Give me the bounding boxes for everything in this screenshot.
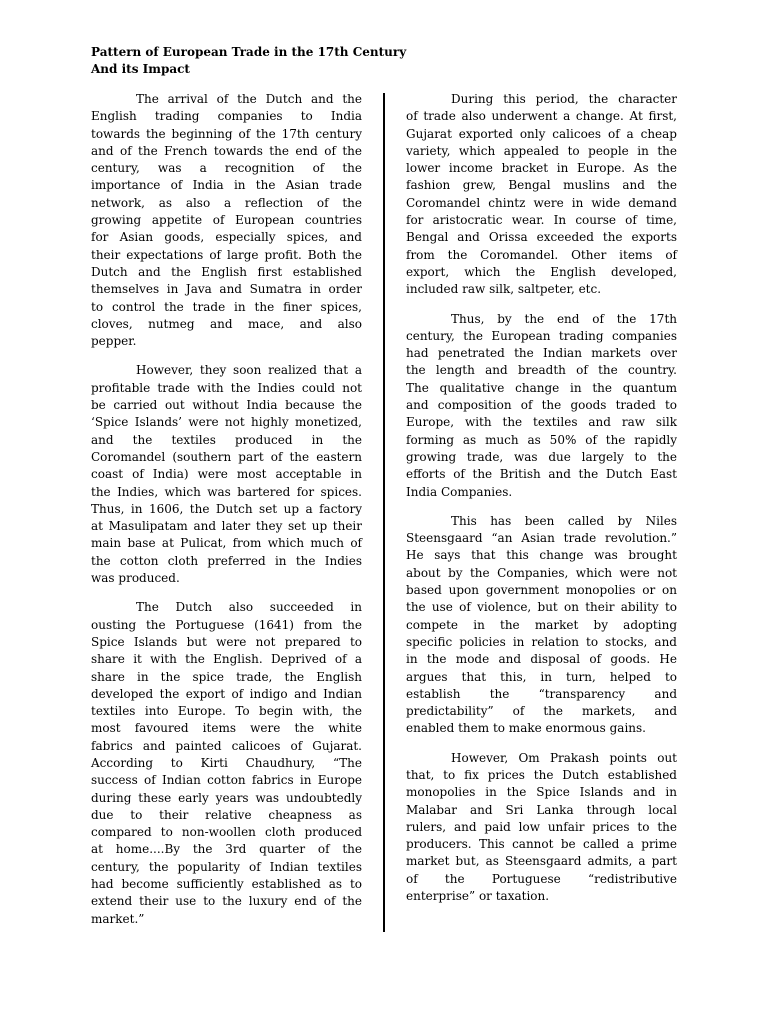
text-line: towards the beginning of the 17th century <box>91 126 362 141</box>
text-line: importance of India in the Asian trade <box>91 178 362 193</box>
text-line: pepper. <box>91 334 137 349</box>
text-line: at home....By the 3rd quarter of the <box>91 842 362 857</box>
text-line: about by the Companies, which were not <box>406 565 677 580</box>
text-line: Gujarat exported only calicoes of a cheap <box>406 126 677 141</box>
text-line: rulers, and paid low unfair prices to the <box>406 819 677 834</box>
text-line: Coromandel (southern part of the eastern <box>91 449 362 464</box>
text-line: lower income bracket in Europe. As the <box>406 161 677 176</box>
text-line: the use of violence, but on their ability to <box>406 600 677 615</box>
text-line: compete in the market by adopting <box>406 617 677 632</box>
text-line: growing trade, was due largely to the <box>406 449 677 464</box>
text-line: market.” <box>91 911 145 926</box>
text-line: be carried out without India because the <box>91 398 362 413</box>
text-line: Thus, by the end of the 17th <box>451 311 677 326</box>
text-line: Malabar and Sri Lanka through local <box>406 802 677 817</box>
text-line: at Masulipatam and later they set up their <box>91 519 362 534</box>
right-column <box>406 91 677 917</box>
text-line: textiles into Europe. To begin with, the <box>91 704 362 719</box>
text-line: variety, which appealed to people in the <box>406 143 677 158</box>
text-line: However, Om Prakash points out <box>451 750 677 765</box>
text-line: export, which the English developed, <box>406 264 677 279</box>
text-line: share it with the English. Deprived of a <box>91 652 362 667</box>
paragraph <box>91 91 362 350</box>
text-line: According to Kirti Chaudhury, “The <box>91 755 362 770</box>
text-line: based upon government monopolies or on <box>406 583 677 598</box>
text-line: enabled them to make enormous gains. <box>406 721 646 736</box>
text-line: Europe, with the textiles and raw silk <box>406 415 677 430</box>
text-line: fashion grew, Bengal muslins and the <box>406 178 677 193</box>
text-line: main base at Pulicat, from which much of <box>91 536 362 551</box>
page-title <box>91 44 406 78</box>
text-line: monopolies in the Spice Islands and in <box>406 785 677 800</box>
text-line: century, was a recognition of the <box>91 161 362 176</box>
text-line: forming as much as 50% of the rapidly <box>406 432 677 447</box>
text-line: network, as also a reflection of the <box>91 195 362 210</box>
column-divider <box>383 93 385 932</box>
text-line: The arrival of the Dutch and the <box>136 92 362 106</box>
text-line: He says that this change was brought <box>406 548 677 563</box>
text-line: most favoured items were the white <box>91 721 362 736</box>
text-line: Steensgaard “an Asian trade revolution.” <box>406 531 677 546</box>
text-line: due to their relative cheapness as <box>91 807 362 822</box>
text-line: efforts of the British and the Dutch East <box>406 467 677 482</box>
text-line: the cotton cloth preferred in the Indies <box>91 553 362 568</box>
text-line: English trading companies to India <box>91 109 362 124</box>
text-line: their expectations of large profit. Both the <box>91 247 362 262</box>
text-line: Coromandel chintz were in wide demand <box>406 195 677 210</box>
text-line: ‘Spice Islands’ were not highly monetized, <box>91 415 362 430</box>
text-line: The Dutch also succeeded in <box>136 600 362 615</box>
text-line: the Indies, which was bartered for spices. <box>91 484 362 499</box>
text-line: and the textiles produced in the <box>91 432 362 447</box>
text-line: Spice Islands but were not prepared to <box>91 634 362 649</box>
paragraph <box>406 91 677 299</box>
text-line: Bengal and Orissa exceeded the exports <box>406 230 677 245</box>
text-line: India Companies. <box>406 484 513 499</box>
text-line: to control the trade in the finer spices, <box>91 299 362 314</box>
text-line: and composition of the goods traded to <box>406 398 677 413</box>
text-line: compared to non-woollen cloth produced <box>91 825 362 840</box>
paragraph <box>91 362 362 587</box>
text-line: of trade also underwent a change. At first, <box>406 109 677 124</box>
text-line: This has been called by Niles <box>451 513 677 528</box>
text-line: ousting the Portuguese (1641) from the <box>91 617 362 632</box>
text-line: century, the popularity of Indian textiles <box>91 859 362 874</box>
text-line: for Asian goods, especially spices, and <box>91 230 362 245</box>
text-line: themselves in Java and Sumatra in order <box>91 282 362 297</box>
paragraph <box>406 750 677 906</box>
text-line: During this period, the character <box>451 92 677 106</box>
text-line: Dutch and the English first established <box>91 264 362 279</box>
text-line: growing appetite of European countries <box>91 213 362 228</box>
text-line: that, to fix prices the Dutch established <box>406 767 677 782</box>
paragraph <box>406 513 677 738</box>
text-line: of the Portuguese “redistributive <box>406 871 677 886</box>
text-line: producers. This cannot be called a prime <box>406 837 677 852</box>
text-line: century, the European trading companies <box>406 328 677 343</box>
text-line: had penetrated the Indian markets over <box>406 346 677 361</box>
text-line: However, they soon realized that a <box>136 363 362 378</box>
page-title-line: And its Impact <box>91 62 190 76</box>
text-line: The qualitative change in the quantum <box>406 380 677 395</box>
text-line: market but, as Steensgaard admits, a part <box>406 854 677 869</box>
text-line: the length and breadth of the country. <box>406 363 677 378</box>
text-line: for aristocratic wear. In course of time, <box>406 213 677 228</box>
text-line: extend their use to the luxury end of the <box>91 894 362 909</box>
text-line: cloves, nutmeg and mace, and also <box>91 316 362 331</box>
text-line: share in the spice trade, the English <box>91 669 362 684</box>
paragraph <box>406 311 677 501</box>
text-line: and of the French towards the end of the <box>91 143 362 158</box>
text-line: specific policies in relation to stocks, and <box>406 634 677 649</box>
text-line: profitable trade with the Indies could not <box>91 380 362 395</box>
text-line: from the Coromandel. Other items of <box>406 247 677 262</box>
left-column <box>91 91 362 940</box>
text-line: included raw silk, saltpeter, etc. <box>406 282 602 297</box>
text-line: success of Indian cotton fabrics in Europe <box>91 773 362 788</box>
text-line: developed the export of indigo and Indian <box>91 686 362 701</box>
text-line: enterprise” or taxation. <box>406 889 550 904</box>
text-line: predictability” of the markets, and <box>406 704 677 719</box>
text-line: in the mode and disposal of goods. He <box>406 652 677 667</box>
page-title-line: Pattern of European Trade in the 17th Century <box>91 45 407 59</box>
text-line: was produced. <box>91 571 180 586</box>
paragraph <box>91 599 362 928</box>
text-line: had become sufficiently established as to <box>91 877 362 892</box>
text-line: fabrics and painted calicoes of Gujarat. <box>91 738 362 753</box>
text-line: Thus, in 1606, the Dutch set up a factory <box>91 501 362 516</box>
text-line: during these early years was undoubtedly <box>91 790 362 805</box>
text-line: argues that this, in turn, helped to <box>406 669 677 684</box>
text-line: establish the “transparency and <box>406 686 677 701</box>
text-line: coast of India) were most acceptable in <box>91 467 362 482</box>
